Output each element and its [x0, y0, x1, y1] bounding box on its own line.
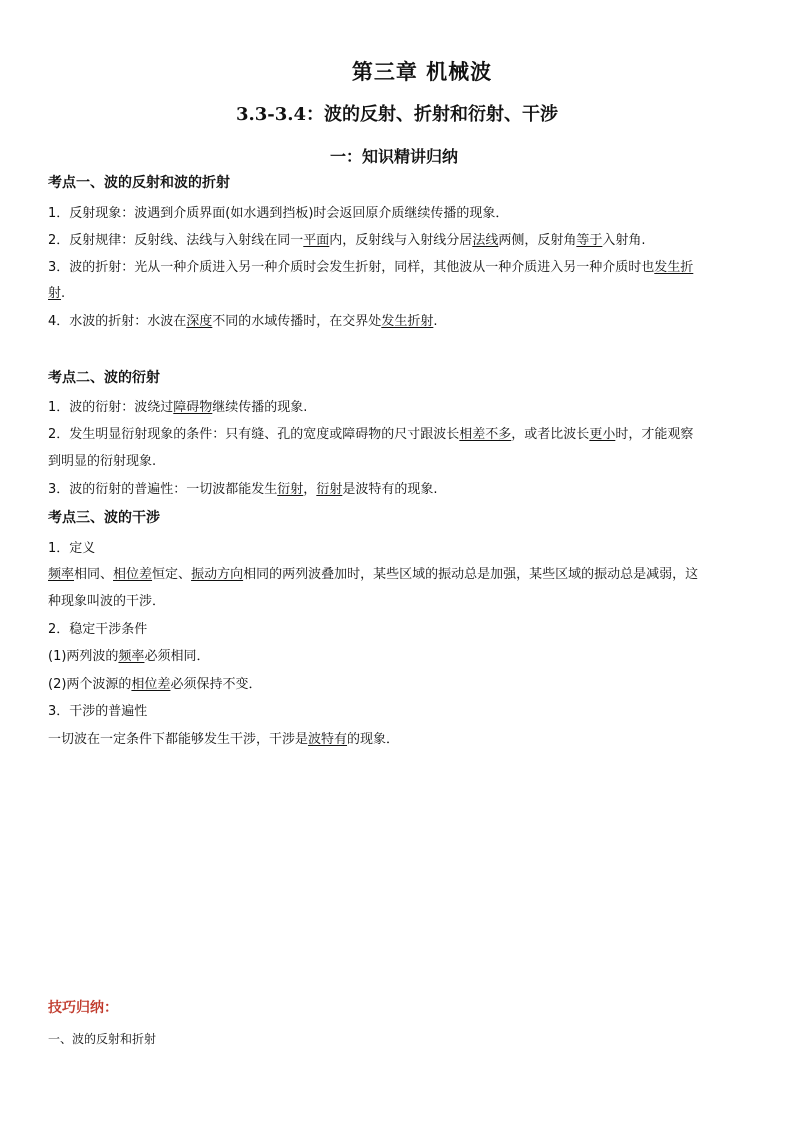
underlined-term: 障碍物 [173, 400, 213, 415]
kp1-line-1 [48, 205, 508, 223]
underlined-term: 衍射 [316, 482, 343, 497]
underlined-term: 平面 [303, 233, 330, 248]
underlined-term: 相位差 [113, 567, 153, 582]
kp3-subheading-2: 2．稳定干涉条件 [48, 622, 148, 637]
kp2-line-1 [48, 399, 307, 417]
text: 1．波的衍射：波绕过 [48, 400, 174, 415]
text: (1)两列波的 [48, 649, 119, 664]
kp3-generality [48, 731, 399, 749]
text: 到明显的衍射现象. [48, 454, 157, 469]
text: 4．水波的折射：水波在 [48, 314, 187, 329]
text: 继续传播的现象. [212, 400, 308, 415]
kp3-definition-cont: 种现象叫波的干涉． [48, 594, 166, 609]
text: (2)两个波源的 [48, 677, 132, 692]
tips-heading: 技巧归纳： [48, 1000, 118, 1016]
underlined-term: 频率 [48, 567, 75, 582]
text: 必须保持不变． [170, 677, 262, 692]
kp2-line-2 [48, 426, 693, 444]
text: 3．波的衍射的普遍性：一切波都能发生 [48, 482, 278, 497]
text: 相同、 [74, 567, 114, 582]
text: ， [303, 482, 317, 497]
kp1-line-2 [48, 232, 646, 250]
text: 相同的两列波叠加时，某些区域的振动总是加强，某些区域的振动总是减弱，这 [243, 567, 699, 582]
kp3-heading: 考点三、波的干涉 [48, 510, 160, 526]
underlined-term: 相位差 [131, 677, 171, 692]
kp3-condition-2 [48, 676, 261, 694]
underlined-term: 更小 [589, 427, 616, 442]
underlined-term: 衍射 [277, 482, 304, 497]
kp1-line-3-cont [48, 285, 65, 303]
chapter-title: 第三章 机械波 [351, 59, 493, 84]
text: 1．反射现象：波遇到介质界面(如水遇到挡板)时会返回原介质继续传播的现象． [48, 206, 509, 221]
underlined-term: 频率 [118, 649, 145, 664]
kp1-line-4 [48, 313, 437, 331]
text: 2．反射规律：反射线、法线与入射线在同一 [48, 233, 304, 248]
text: 两侧，反射角 [498, 233, 577, 248]
kp3-subheading-1: 1．定义 [48, 541, 96, 556]
underlined-term: 相差不多 [459, 427, 512, 442]
text: 内，反射线与入射线分居 [329, 233, 473, 248]
text: ，或者比波长 [511, 427, 590, 442]
text: 入射角. [602, 233, 646, 248]
underlined-term: 发生折 [654, 260, 694, 275]
underlined-term: 波特有 [308, 732, 348, 747]
text: 是波特有的现象. [342, 482, 438, 497]
kp1-line-3 [48, 259, 693, 277]
text: 恒定、 [152, 567, 192, 582]
underlined-term: 深度 [186, 314, 213, 329]
text: . [433, 314, 438, 329]
part-title: 一：知识精讲归纳 [329, 147, 458, 166]
text: 3．波的折射：光从一种介质进入另一种介质时会发生折射，同样，其他波从一种介质进入另一种介质时也 [48, 260, 655, 275]
section-title: 3.3-3.4：波的反射、折射和衍射、干涉 [235, 104, 559, 125]
kp3-definition [48, 566, 698, 584]
text: 2．发生明显衍射现象的条件：只有缝、孔的宽度或障碍物的尺寸跟波长 [48, 427, 460, 442]
kp2-line-2-cont [48, 453, 156, 471]
underlined-term: 发生折射 [381, 314, 434, 329]
text: . [61, 286, 66, 301]
underlined-term: 等于 [576, 233, 603, 248]
text: 的现象． [347, 732, 400, 747]
text: 必须相同． [144, 649, 210, 664]
underlined-term: 法线 [472, 233, 499, 248]
text: 时，才能观察 [615, 427, 694, 442]
kp2-line-3 [48, 481, 437, 499]
underlined-term: 振动方向 [191, 567, 244, 582]
text: 不同的水域传播时，在交界处 [212, 314, 382, 329]
underlined-term: 射 [48, 286, 62, 301]
kp2-heading: 考点二、波的衍射 [48, 370, 160, 386]
text: 一切波在一定条件下都能够发生干涉，干涉是 [48, 732, 309, 747]
kp3-subheading-3: 3．干涉的普遍性 [48, 704, 148, 719]
kp1-heading: 考点一、波的反射和波的折射 [48, 175, 230, 191]
kp3-condition-1 [48, 648, 209, 666]
tips-line-1: 一、波的反射和折射 [48, 1032, 157, 1046]
